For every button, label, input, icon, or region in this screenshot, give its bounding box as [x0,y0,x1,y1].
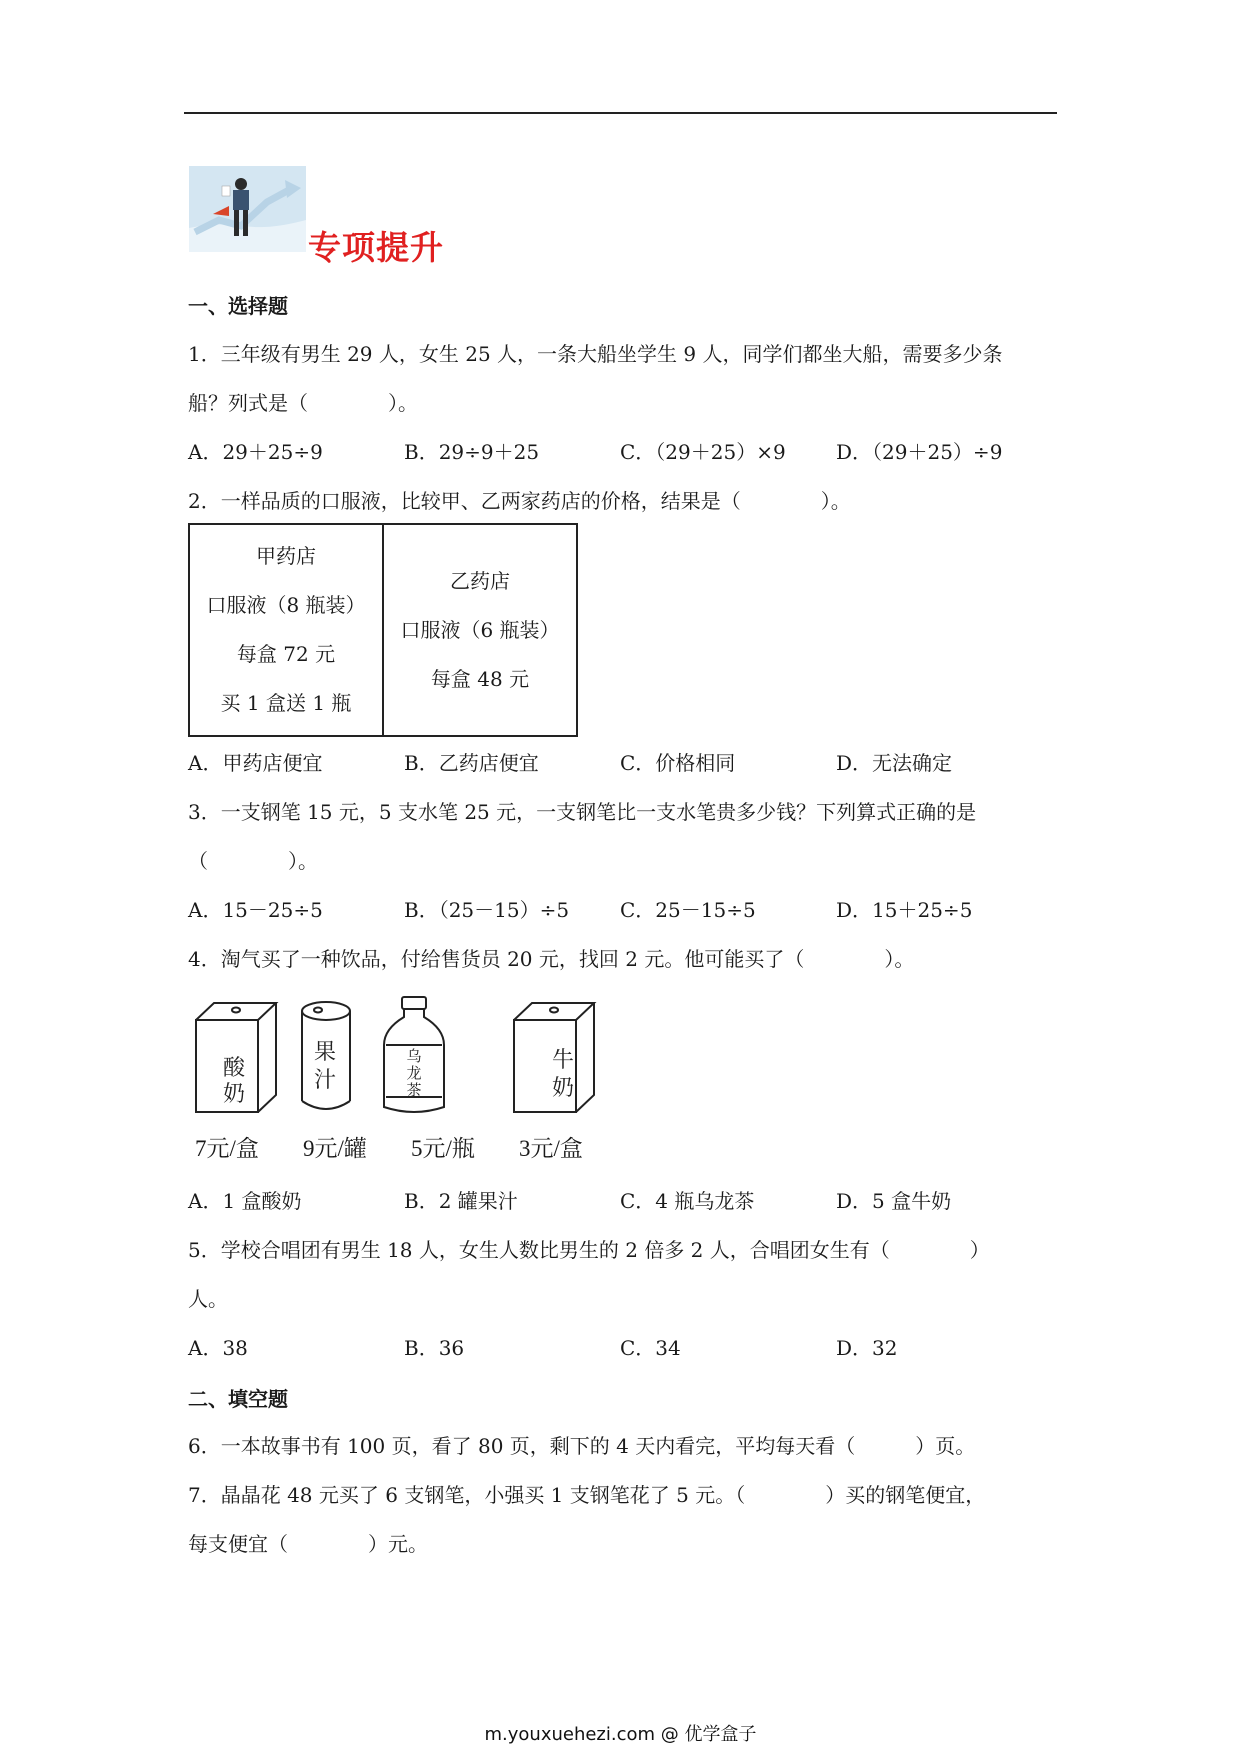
question-5-line-2: 人。 [188,1287,228,1311]
q5-option-b: B．36 [404,1336,465,1360]
store-a-line: 口服液（8 瓶装） [206,593,366,617]
q5-option-d: D．32 [836,1336,898,1360]
milk-price: 3元/盒 [519,1136,583,1161]
q4-option-d: D．5 盒牛奶 [836,1189,952,1213]
question-1-line-2: 船？列式是（ ）。 [188,391,418,415]
question-1-line-1: 1．三年级有男生 29 人，女生 25 人，一条大船坐学生 9 人，同学们都坐大船，需要多少条 [188,342,1003,366]
question-6-text: 6．一本故事书有 100 页，看了 80 页，剩下的 4 天内看完，平均每天看（ ）页。 [188,1434,976,1458]
price-comparison-table [188,523,578,737]
juice-char-2: 汁 [313,1068,337,1093]
q4-option-b: B．2 罐果汁 [404,1189,518,1213]
q1-option-c: C．（29＋25）×9 [620,440,786,464]
q1-option-a: A．29＋25÷9 [188,440,323,464]
banner-title: 专项提升 [308,228,444,267]
question-7-line-1: 7．晶晶花 48 元买了 6 支钢笔，小强买 1 支钢笔花了 5 元。（ ）买的钢笔便宜， [188,1483,986,1507]
question-7-line-2: 每支便宜（ ）元。 [188,1532,428,1556]
store-a-line: 甲药店 [256,544,316,568]
yogurt-price: 7元/盒 [195,1136,259,1161]
juice-char-1: 果 [313,1040,337,1065]
store-b-line: 口服液（6 瓶装） [400,617,560,642]
q1-option-d: D．（29＋25）÷9 [836,440,1003,464]
tea-char-1: 乌 [406,1047,422,1065]
tea-price: 5元/瓶 [411,1136,475,1161]
q2-option-a: A．甲药店便宜 [188,751,323,775]
q5-option-a: A．38 [188,1336,248,1360]
store-a-line: 每盒 72 元 [236,642,336,666]
footer-watermark: m.youxuehezi.com @ 优学盒子 [484,1724,757,1745]
question-4-text: 4．淘气买了一种饮品，付给售货员 20 元，找回 2 元。他可能买了（ ）。 [188,947,915,971]
milk-char-2: 奶 [551,1076,575,1101]
section-heading-choice: 一、选择题 [188,294,288,318]
q2-option-c: C．价格相同 [620,751,736,775]
milk-char-1: 牛 [551,1048,575,1073]
q2-option-b: B．乙药店便宜 [404,751,539,775]
question-5-line-1: 5．学校合唱团有男生 18 人，女生人数比男生的 2 倍多 2 人，合唱团女生有（ ） [188,1238,990,1262]
store-b-line: 每盒 48 元 [430,666,530,691]
top-rule [184,112,1057,114]
q3-option-b: B．（25－15）÷5 [404,898,570,922]
store-a-line: 买 1 盒送 1 瓶 [220,691,352,715]
banner-illustration [189,166,306,252]
q3-option-a: A．15－25÷5 [188,898,323,922]
tea-char-2: 龙 [406,1064,422,1082]
section-heading-fill: 二、填空题 [188,1387,288,1411]
store-b-cell [383,524,577,736]
store-a-cell [189,524,383,736]
question-2-text: 2．一样品质的口服液，比较甲、乙两家药店的价格，结果是（ ）。 [188,489,851,513]
yogurt-char-1: 酸 [222,1056,246,1081]
yogurt-char-2: 奶 [222,1082,246,1107]
q3-option-c: C．25－15÷5 [620,898,756,922]
q5-option-c: C．34 [620,1336,681,1360]
question-3-line-1: 3．一支钢笔 15 元，5 支水笔 25 元，一支钢笔比一支水笔贵多少钱？下列算式正确的是 [188,800,977,824]
q3-option-d: D．15＋25÷5 [836,898,973,922]
juice-price: 9元/罐 [303,1136,367,1161]
q2-option-d: D．无法确定 [836,751,953,775]
q1-option-b: B．29÷9＋25 [404,440,540,464]
q4-option-a: A．1 盒酸奶 [188,1189,302,1213]
tea-char-3: 茶 [406,1081,422,1099]
q4-option-c: C．4 瓶乌龙茶 [620,1189,755,1213]
store-b-line: 乙药店 [450,568,510,593]
question-3-line-2: （ ）。 [188,849,318,873]
